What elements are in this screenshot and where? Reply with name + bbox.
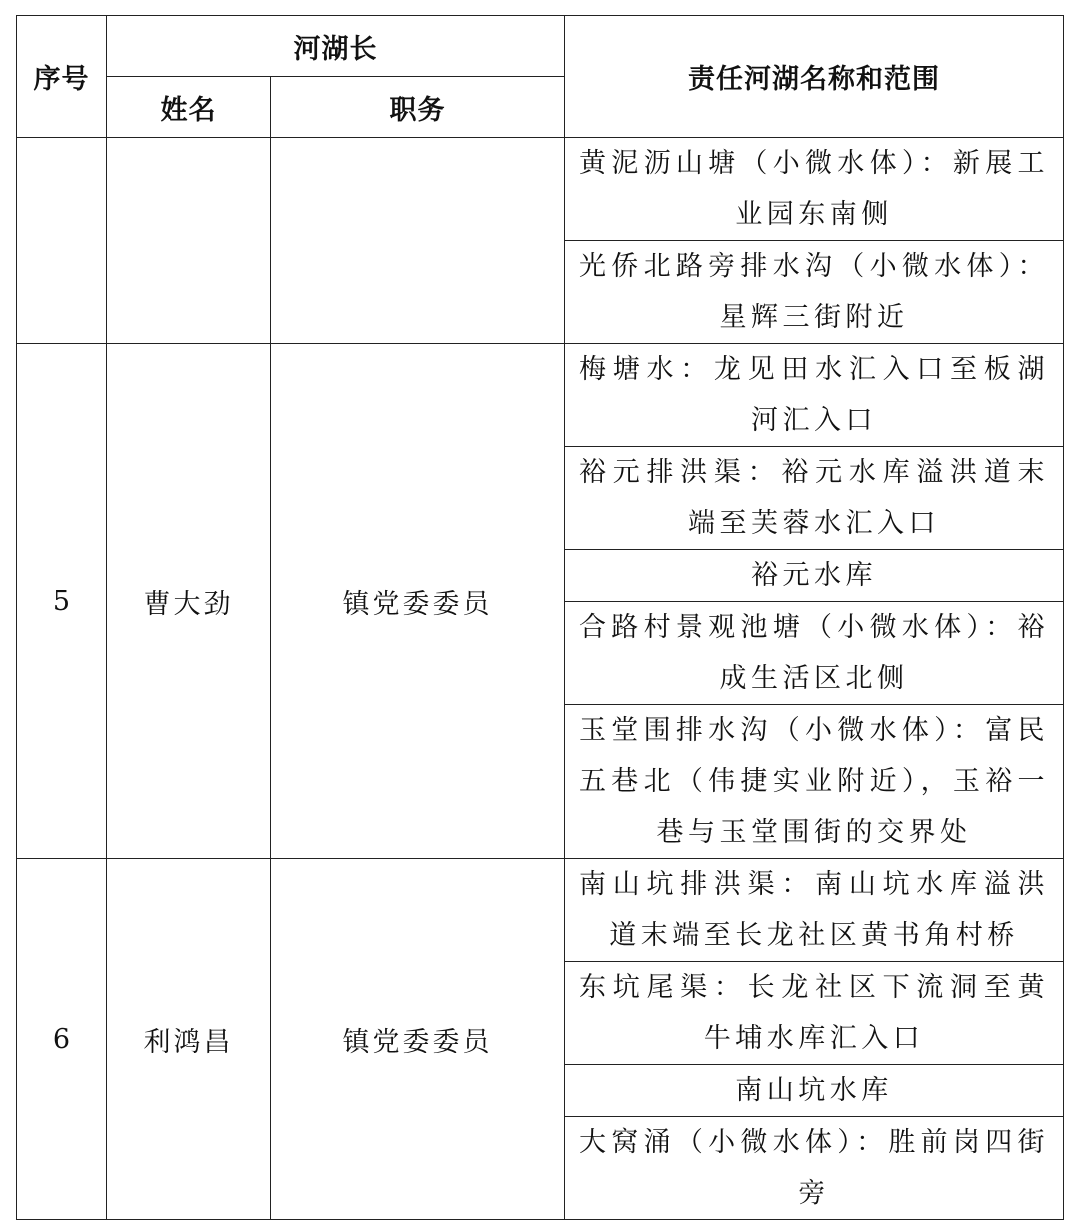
seq-cell: 5 — [17, 344, 107, 859]
header-row-1 — [17, 16, 1064, 77]
river-scope-cell: 梅塘水：龙见田水汇入口至板湖河汇入口 — [565, 344, 1064, 447]
river-scope-cell: 光侨北路旁排水沟（小微水体）：星辉三街附近 — [565, 241, 1064, 344]
chief-name-cell — [107, 138, 271, 344]
seq-cell: 6 — [17, 859, 107, 1220]
table-row — [17, 138, 1064, 241]
chief-name-cell: 曹大劲 — [107, 344, 271, 859]
chief-position-cell — [271, 138, 565, 344]
river-scope-cell: 大窝涌（小微水体）：胜前岗四街旁 — [565, 1117, 1064, 1220]
river-scope-cell: 东坑尾渠：长龙社区下流洞至黄牛埔水库汇入口 — [565, 962, 1064, 1065]
river-scope-cell: 南山坑排洪渠：南山坑水库溢洪道末端至长龙社区黄书角村桥 — [565, 859, 1064, 962]
chief-name-cell: 利鸿昌 — [107, 859, 271, 1220]
header-seq: 序号 — [17, 16, 107, 138]
river-scope-cell: 南山坑水库 — [565, 1065, 1064, 1117]
table-row — [17, 344, 1064, 447]
header-chief-group: 河湖长 — [107, 16, 565, 77]
river-scope-cell: 玉堂围排水沟（小微水体）：富民五巷北（伟捷实业附近），玉裕一巷与玉堂围街的交界处 — [565, 705, 1064, 859]
river-scope-cell: 黄泥沥山塘（小微水体）：新展工业园东南侧 — [565, 138, 1064, 241]
river-scope-cell: 裕元水库 — [565, 550, 1064, 602]
header-position: 职务 — [271, 77, 565, 138]
river-scope-cell: 裕元排洪渠：裕元水库溢洪道末端至芙蓉水汇入口 — [565, 447, 1064, 550]
river-chief-table — [16, 15, 1064, 1220]
chief-position-cell: 镇党委委员 — [271, 344, 565, 859]
table-row — [17, 859, 1064, 962]
chief-position-cell: 镇党委委员 — [271, 859, 565, 1220]
river-scope-cell: 合路村景观池塘（小微水体）：裕成生活区北侧 — [565, 602, 1064, 705]
seq-cell — [17, 138, 107, 344]
header-scope: 责任河湖名称和范围 — [565, 16, 1064, 138]
header-name: 姓名 — [107, 77, 271, 138]
